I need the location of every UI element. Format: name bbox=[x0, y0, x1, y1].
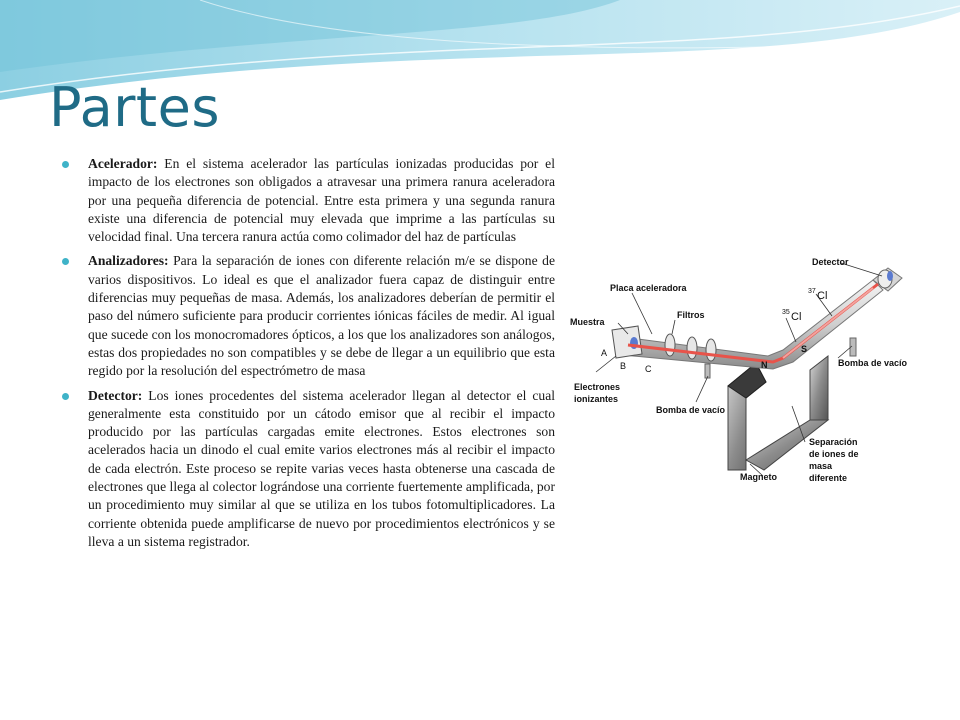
ion-source-box bbox=[612, 326, 642, 358]
label-separacion-3: masa bbox=[809, 461, 833, 471]
label-filtros: Filtros bbox=[677, 310, 705, 320]
label-magneto: Magneto bbox=[740, 472, 777, 482]
label-s: S bbox=[801, 344, 808, 354]
bullet-dot-icon bbox=[62, 258, 69, 265]
label-electrones: Electrones bbox=[574, 382, 621, 392]
label-n: N bbox=[761, 360, 768, 370]
label-cl37-symbol: Cl bbox=[817, 290, 828, 302]
bullet-term: Analizadores: bbox=[88, 253, 169, 269]
label-a: A bbox=[601, 348, 608, 358]
label-c: C bbox=[645, 364, 652, 374]
label-cl37-mass: 37 bbox=[808, 288, 816, 295]
bullet-detector bbox=[62, 387, 555, 552]
label-cl35-mass: 35 bbox=[782, 309, 790, 316]
label-bomba-vacio-left: Bomba de vacío bbox=[656, 405, 726, 415]
bullet-dot-icon bbox=[62, 393, 69, 400]
label-bomba-vacio-right: Bomba de vacío bbox=[838, 358, 908, 368]
bullet-list bbox=[62, 155, 555, 557]
label-muestra: Muestra bbox=[570, 317, 605, 327]
label-separacion-4: diferente bbox=[809, 473, 848, 483]
bullet-text: Los iones procedentes del sistema acelerador llegan al detector el cual generalmente esta constituido por un cátodo emisor que al recibir el impacto producido por las partículas cargadas emite electrones. Estos electrones son acelerados hacia un dinodo el cual emite varios electrones más al recibir el impacto de cada electrón. Este proceso se repite varias veces hasta obtenerse una cascada de electrones que llega al colector lográndose una corriente fuertemente amplificada, por un procedimiento muy similar al que se utiliza en los tubos fotomultiplicadores. La corriente obtenida puede amplificarse de nuevo por procedimientos electrónicos y se lleva a un sistema registrador. bbox=[88, 387, 555, 549]
label-b: B bbox=[620, 361, 627, 371]
ion-beam-light bbox=[783, 288, 873, 358]
bullet-acelerador bbox=[62, 155, 555, 246]
label-cl35-symbol: Cl bbox=[791, 311, 802, 323]
bullet-dot-icon bbox=[62, 161, 69, 168]
bullet-term: Acelerador: bbox=[88, 156, 158, 171]
slide-title: Partes bbox=[49, 76, 220, 139]
bullet-term: Detector: bbox=[88, 387, 143, 403]
label-separacion-1: Separación bbox=[809, 437, 858, 447]
bullet-text: En el sistema acelerador las partículas ionizadas producidas por el impacto de los electrones son obligados a atravesar una primera ranura aceleradora por una pequeña diferencia de potencial. Entre esta primera y una segunda ranura existe una diferencia de potencial muy elevada que imprime a las partículas su velocidad final. Una tercera ranura actúa como colimador del haz de partículas bbox=[88, 156, 555, 245]
mass-spectrometer-diagram bbox=[568, 238, 918, 503]
label-placa-aceleradora: Placa aceleradora bbox=[610, 283, 687, 293]
label-separacion-2: de iones de bbox=[809, 449, 859, 459]
label-detector: Detector bbox=[812, 257, 849, 267]
bullet-analizadores bbox=[62, 252, 555, 380]
label-ionizantes: ionizantes bbox=[574, 394, 619, 404]
bullet-text: Para la separación de iones con diferente relación m/e se dispone de varios dispositivos. Lo ideal es que el analizador fuera capaz de distinguir entre diferencias muy pequeñas de masa. Además, los analizadores deberían de permitir el paso del número suficiente para producir corrientes iónicas fáciles de medir. Al igual que sucede con los monocromadores ópticos, a los que los analizadores son análogos, estas dos propiedades no son compatibles y se debe de llegar a un equilibrio que esta regido por la resolución del espectrómetro de masa bbox=[88, 253, 555, 379]
